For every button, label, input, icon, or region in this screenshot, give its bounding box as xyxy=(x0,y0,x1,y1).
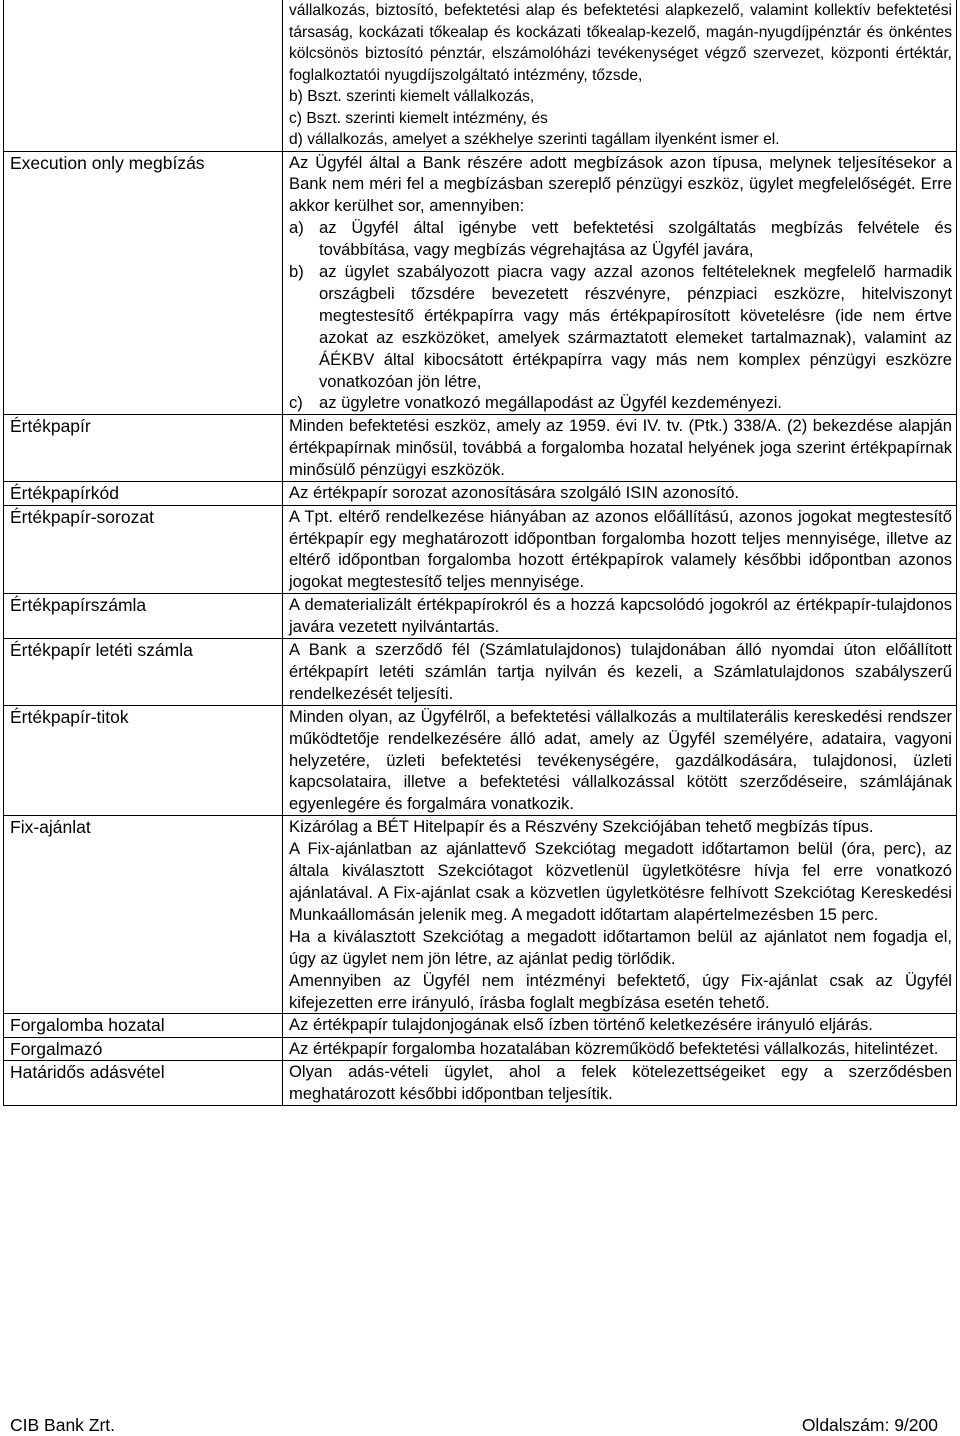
definition-text: Olyan adás-vételi ügylet, ahol a felek kötelezettségeiket egy a szerződésben meghatározott későbbi időpontban teljesítik. xyxy=(289,1062,952,1104)
definition-cell xyxy=(283,0,957,151)
term-cell: Forgalmazó xyxy=(4,1037,283,1061)
definition-text: Amennyiben az Ügyfél nem intézményi befektető, úgy Fix-ajánlat csak az Ügyfél kifejezetten erre irányuló, írásba foglalt megbízása esetén tehető. xyxy=(289,970,952,1012)
condition-list xyxy=(289,217,952,414)
definition-cell xyxy=(283,1061,957,1106)
list-marker: a) xyxy=(289,218,304,238)
table-row xyxy=(4,705,957,816)
footer-company: CIB Bank Zrt. xyxy=(10,1415,116,1435)
definition-cell xyxy=(283,1037,957,1061)
definition-cell xyxy=(283,816,957,1014)
definition-cell xyxy=(283,482,957,506)
page-footer xyxy=(10,1414,938,1436)
term-cell: Értékpapír-sorozat xyxy=(4,505,283,594)
definition-text: A Tpt. eltérő rendelkezése hiányában az azonos előállítású, azonos jogokat megtestesítő értékpapír egy meghatározott időpontban forgalomba hozott teljes mennyisége, illetve az eltérő időpontban forgalomba hozott értékpapírok valamely későbbi időpontban azonos jogokat megtestesítő teljes mennyisége. xyxy=(289,506,952,592)
table-row xyxy=(4,415,957,482)
definition-cell xyxy=(283,151,957,415)
page-number: Oldalszám: 9/200 xyxy=(801,1415,938,1435)
list-marker: b) xyxy=(289,262,304,282)
term-cell: Értékpapír letéti számla xyxy=(4,639,283,706)
table-row xyxy=(4,816,957,1014)
definition-text: A dematerializált értékpapírokról és a hozzá kapcsolódó jogokról az értékpapír-tulajdonos javára vezetett nyilvántartás. xyxy=(289,595,952,637)
definition-text: A Fix-ajánlatban az ajánlattevő Szekciótag megadott időtartamon belül (óra, perc), az általa kiválasztott Szekciótagot közvetlenül ügyletkötésre hívja fel erre vonatkozó ajánlatával. A Fix-ajánlat csak a közvetlen ügyletkötésre felhívott Szekciótag Kereskedési Munkaállomásán jelenik meg. A megadott időtartam alapértelmezésben 15 perc. xyxy=(289,839,952,924)
list-item-text: az Ügyfél által igénybe vett befektetési szolgáltatás megbízás felvétele és továbbítása, vagy megbízás végrehajtása az Ügyfél javára, xyxy=(319,218,952,260)
definition-text: c) Bszt. szerinti kiemelt intézmény, és xyxy=(289,109,548,127)
definition-cell xyxy=(283,505,957,594)
definition-text: vállalkozás, biztosító, befektetési alap és befektetési alapkezelő, valamint kollektív befektetési társaság, kockázati tőkealap és kockázati tőkealap-kezelő, magán-nyugdíjpénztár és önkéntes kölcsönös biztosító pénztár, elszámolóházi tevékenységet végző szervezet, központi értéktár, foglalkoztatói nyugdíjszolgáltató intézmény, tőzsde, xyxy=(289,2,952,84)
definition-cell xyxy=(283,639,957,706)
table-row xyxy=(4,639,957,706)
list-item xyxy=(289,392,952,414)
table-row xyxy=(4,594,957,639)
definition-text: A Bank a szerződő fél (Számlatulajdonos) tulajdonában álló nyomdai úton előállított értékpapírt letéti számlán tartja nyilván és kezeli, a Számlatulajdonos szabályszerű rendelkezését teljesíti. xyxy=(289,640,952,703)
table-row xyxy=(4,1014,957,1038)
term-cell: Határidős adásvétel xyxy=(4,1061,283,1106)
definition-text: Az értékpapír tulajdonjogának első ízben történő keletkezésére irányuló eljárás. xyxy=(289,1015,873,1035)
definition-cell xyxy=(283,594,957,639)
table-row xyxy=(4,0,957,151)
definition-cell xyxy=(283,415,957,482)
definition-text: Minden olyan, az Ügyfélről, a befektetési vállalkozás a multilaterális kereskedési rendszer működtetője rendelkezésére álló adat, amely az Ügyfél személyére, adataira, vagyoni helyzetére, üzleti befektetési tevékenységére, gazdálkodására, tulajdonosi, üzleti kapcsolataira, illetve a befektetési vállalkozással kötött szerződéseire, számlájának egyenlegére és forgalmára vonatkozik. xyxy=(289,706,952,814)
term-cell: Fix-ajánlat xyxy=(4,816,283,1014)
list-item-text: az ügyletre vonatkozó megállapodást az Ügyfél kezdeményezi. xyxy=(319,393,783,413)
term-cell xyxy=(4,0,283,151)
definition-text: Minden befektetési eszköz, amely az 1959. évi IV. tv. (Ptk.) 338/A. (2) bekezdése alapján értékpapírnak minősül, továbbá a forgalomba hozatal helyének joga szerint értékpapírnak minősülő pénzügyi eszközök. xyxy=(289,416,952,480)
definition-cell xyxy=(283,1014,957,1038)
list-item xyxy=(289,261,952,392)
definition-text: Az értékpapír sorozat azonosítására szolgáló ISIN azonosító. xyxy=(289,483,740,503)
definition-text: Az Ügyfél által a Bank részére adott megbízások azon típusa, melynek teljesítésekor a Bank nem méri fel a megbízásban szereplő pénzügyi eszköz, ügylet megfelelőségét. Erre akkor kerülhet sor, amennyiben: xyxy=(289,152,952,216)
term-cell: Értékpapírkód xyxy=(4,482,283,506)
list-item-text: az ügylet szabályozott piacra vagy azzal azonos feltételeknek megfelelő harmadik országbeli tőzsdére bevezetett részvényre, pénzpiaci eszközre, hitelviszonyt megtestesítő értékpapírra vagy más értékpapírosított követelésre (ide nem értve azokat az eszközöket, amelyek származtatott elemeket tartalmaznak), valamint az ÁÉKBV által kibocsátott értékpapírra vagy más nem komplex pénzügyi eszközre vonatkozóan jön létre, xyxy=(319,262,952,391)
definition-text: Ha a kiválasztott Szekciótag a megadott időtartamon belül az ajánlatot nem fogadja el, úgy az ügylet nem jön létre, az ajánlat pedig törlődik. xyxy=(289,926,952,968)
definition-text: d) vállalkozás, amelyet a székhelye szerinti tagállam ilyenként ismer el. xyxy=(289,131,780,148)
definition-text: Az értékpapír forgalomba hozatalában közreműködő befektetési vállalkozás, hitelintézet. xyxy=(289,1038,939,1058)
term-cell: Forgalomba hozatal xyxy=(4,1014,283,1038)
definition-cell xyxy=(283,705,957,816)
table-row xyxy=(4,1061,957,1106)
table-row xyxy=(4,482,957,506)
definition-text: b) Bszt. szerinti kiemelt vállalkozás, xyxy=(289,88,535,105)
table-row xyxy=(4,151,957,415)
term-cell: Execution only megbízás xyxy=(4,151,283,415)
table-row xyxy=(4,1037,957,1061)
term-cell: Értékpapír-titok xyxy=(4,705,283,816)
definitions-table xyxy=(3,0,957,1106)
term-cell: Értékpapírszámla xyxy=(4,594,283,639)
definition-text: Kizárólag a BÉT Hitelpapír és a Részvény Szekciójában tehető megbízás típus. xyxy=(289,817,874,837)
list-item xyxy=(289,217,952,261)
table-row xyxy=(4,505,957,594)
term-cell: Értékpapír xyxy=(4,415,283,482)
list-marker: c) xyxy=(289,393,303,413)
